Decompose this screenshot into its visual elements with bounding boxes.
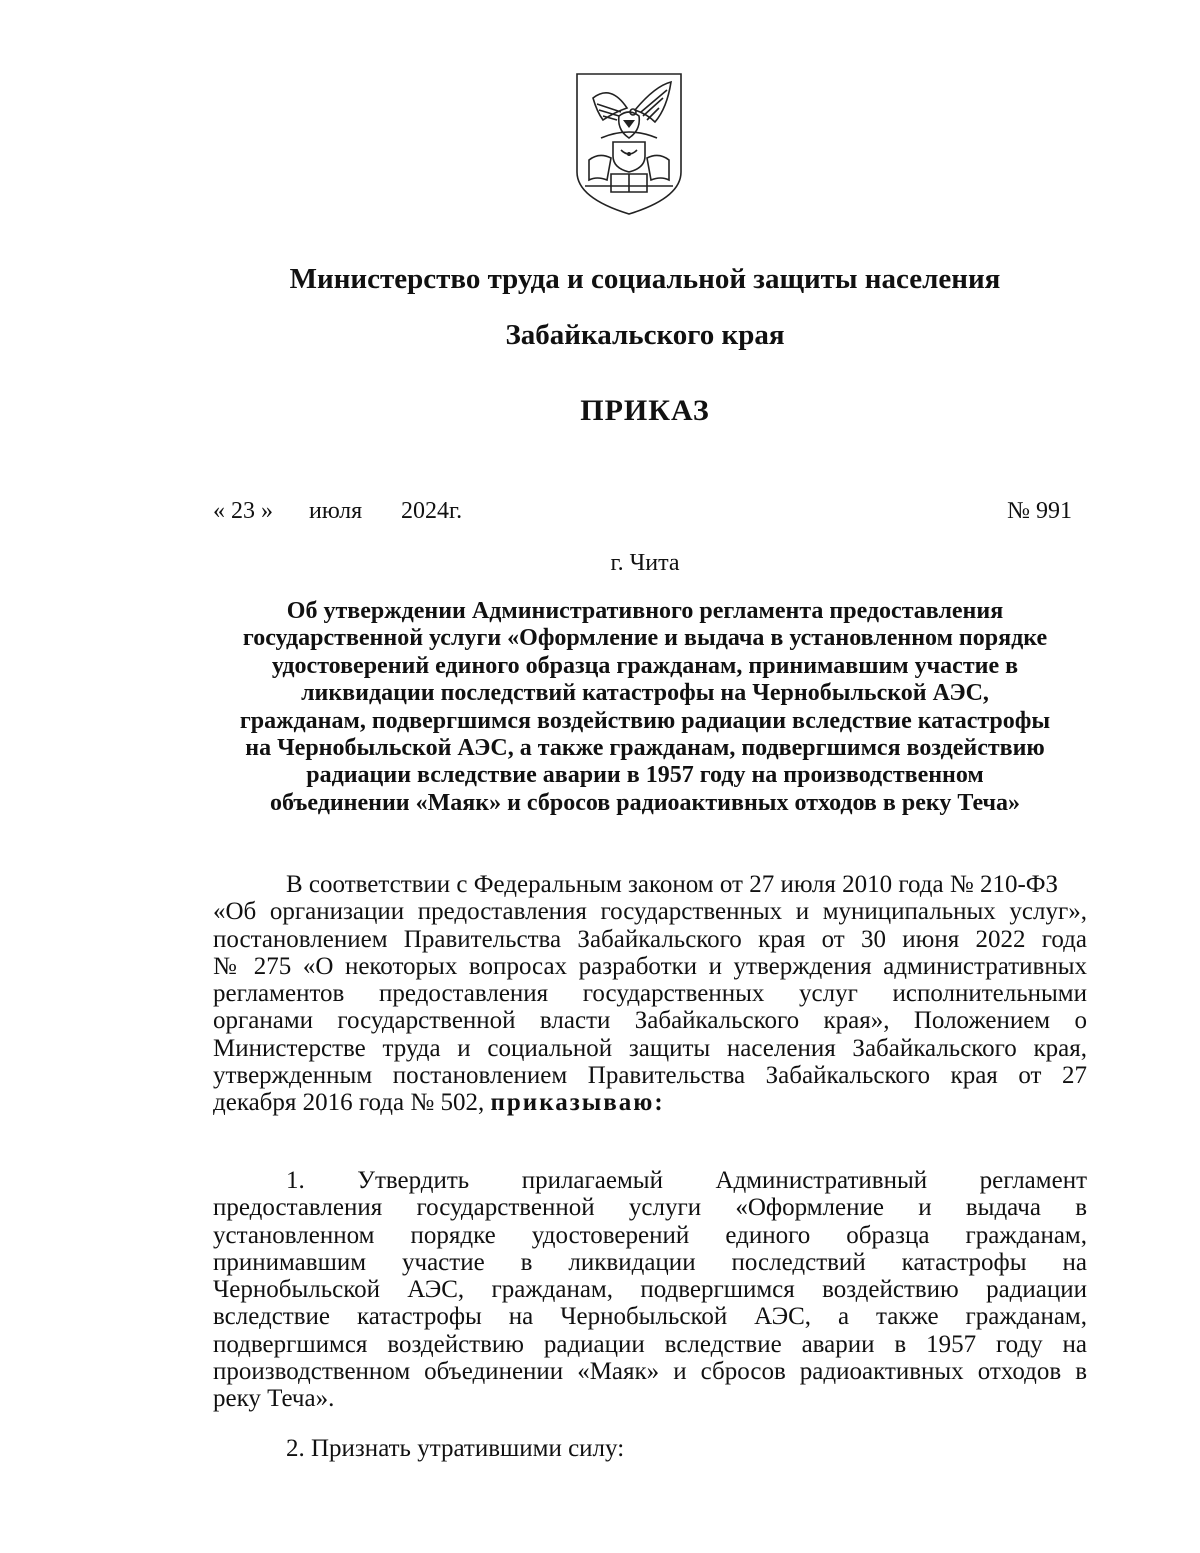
preamble-line: Министерстве труда и социальной защиты населения Забайкальского края, xyxy=(213,1034,1087,1062)
subject-line: на Чернобыльской АЭС, а также гражданам, подвергшимся воздействию xyxy=(245,735,1045,762)
item1-line: производственном объединении «Маяк» и сбросов радиоактивных отходов в xyxy=(213,1358,1087,1386)
preamble-line: декабря 2016 года № 502, xyxy=(213,1089,485,1117)
preamble-line: регламентов предоставления государственных услуг исполнительными xyxy=(213,980,1087,1008)
date-year: 2024г. xyxy=(401,498,463,524)
item1-line: реку Теча». xyxy=(213,1385,335,1413)
preamble-paragraph xyxy=(213,871,1087,1117)
date-day: « 23 » xyxy=(213,498,273,524)
order-number: № 991 xyxy=(1007,498,1072,524)
ministry-name-line2: Забайкальского края xyxy=(505,319,785,351)
preamble-line: В соответствии с Федеральным законом от 27 июля 2010 года № 210-ФЗ xyxy=(286,871,1059,898)
preamble-line: № 275 «О некоторых вопросах разработки и утверждения административных xyxy=(213,952,1087,980)
subject-line: удостоверений единого образца гражданам, принимавшим участие в xyxy=(271,652,1019,679)
preamble-line: постановлением Правительства Забайкальского края от 30 июня 2022 года xyxy=(213,925,1087,953)
item1-line: вследствие катастрофы на Чернобыльской АЭС, а также гражданам, xyxy=(213,1303,1087,1331)
subject-line: государственной услуги «Оформление и выдача в установленном порядке xyxy=(242,625,1048,652)
preamble-line: утвержденным постановлением Правительства Забайкальского края от 27 xyxy=(213,1062,1087,1090)
date-month: июля xyxy=(309,498,363,524)
order-subject xyxy=(200,598,1090,817)
item1-line: принимавшим участие в ликвидации последствий катастрофы на xyxy=(213,1248,1087,1276)
item1-line: подвергшимся воздействию радиации вследствие аварии в 1957 году на xyxy=(213,1330,1087,1358)
ministry-name-line1: Министерство труда и социальной защиты населения xyxy=(289,263,1001,295)
preamble-last-line xyxy=(213,1089,1087,1116)
subject-line: радиации вследствие аварии в 1957 году на производственном xyxy=(306,762,984,789)
subject-line: гражданам, подвергшимся воздействию радиации вследствие катастрофы xyxy=(239,707,1051,734)
item1-line: Чернобыльской АЭС, гражданам, подвергшимся воздействию радиации xyxy=(213,1276,1087,1304)
item1-line: 1. Утвердить прилагаемый Административный регламент xyxy=(286,1167,1087,1194)
order-date xyxy=(213,496,462,526)
item1-line: установленном порядке удостоверений единого образца гражданам, xyxy=(213,1221,1087,1249)
preamble-command: приказываю: xyxy=(490,1089,665,1117)
item-1-paragraph xyxy=(213,1167,1087,1413)
document-type-title: ПРИКАЗ xyxy=(580,394,710,427)
subject-line: Об утверждении Административного регламента предоставления xyxy=(286,598,1004,624)
item1-line: предоставления государственной услуги «Оформление и выдача в xyxy=(213,1194,1087,1222)
item-2-paragraph: 2. Признать утратившими силу: xyxy=(286,1435,625,1462)
subject-line: ликвидации последствий катастрофы на Чернобыльской АЭС, xyxy=(301,680,989,707)
coat-of-arms-icon xyxy=(563,68,695,218)
preamble-line: «Об организации предоставления государственных и муниципальных услуг», xyxy=(213,898,1087,926)
preamble-line: органами государственной власти Забайкальского края», Положением о xyxy=(213,1007,1087,1035)
city: г. Чита xyxy=(610,550,680,576)
subject-line: объединении «Маяк» и сбросов радиоактивных отходов в реку Теча» xyxy=(269,789,1021,816)
